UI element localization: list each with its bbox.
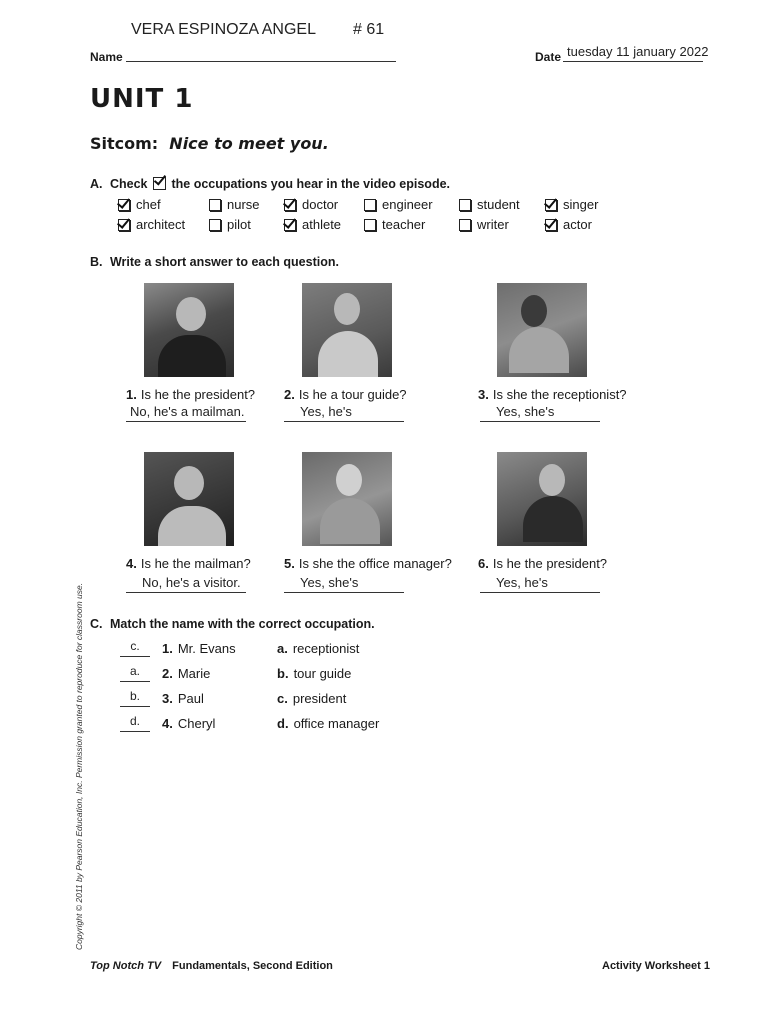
checkbox[interactable] [284, 199, 296, 211]
match-occupation-letter: c. [277, 691, 288, 706]
checkbox[interactable] [364, 219, 376, 231]
occupation-label: chef [136, 197, 161, 212]
check-mark-icon [153, 177, 166, 190]
answer-field-1[interactable] [126, 403, 246, 422]
match-occupation-letter: a. [277, 641, 288, 656]
match-occupation-letter: d. [277, 716, 289, 731]
student-name: VERA ESPINOZA ANGEL [131, 21, 316, 38]
photo-6 [497, 452, 587, 546]
question-number: 5. [284, 556, 295, 571]
match-answer-text: b. [129, 689, 140, 703]
section-c-heading [90, 617, 375, 631]
match-occupation-text: receptionist [292, 641, 360, 656]
date-label: Date [535, 50, 562, 64]
occupation-option[interactable] [364, 217, 425, 232]
checkbox[interactable] [284, 219, 296, 231]
question-4 [126, 556, 251, 571]
occupation-label: architect [136, 217, 186, 232]
section-a-heading [90, 177, 450, 191]
match-name-text: Marie [177, 666, 211, 681]
occupation-option[interactable] [209, 217, 251, 232]
match-answer-4[interactable] [120, 713, 150, 732]
section-c-instruction: Match the name with the correct occupation. [109, 617, 375, 631]
match-occupation-3 [277, 691, 346, 706]
match-name-text: Mr. Evans [177, 641, 236, 656]
match-occupation-letter: b. [277, 666, 289, 681]
section-a-letter: A. [90, 177, 103, 191]
checkbox[interactable] [118, 199, 130, 211]
question-number: 4. [126, 556, 137, 571]
occupation-label: teacher [382, 217, 426, 232]
match-name-3 [162, 691, 204, 706]
answer-text: Yes, she's [496, 404, 555, 419]
match-answer-1[interactable] [120, 638, 150, 657]
occupation-option[interactable] [545, 217, 592, 232]
question-6 [478, 556, 607, 571]
section-a-instruction-pre: Check [109, 177, 148, 191]
question-text: Is she the receptionist? [492, 387, 627, 402]
question-text: Is he the mailman? [140, 556, 251, 571]
answer-text: Yes, he's [496, 575, 548, 590]
occupation-option[interactable] [209, 197, 260, 212]
match-name-text: Cheryl [177, 716, 216, 731]
checkbox[interactable] [209, 199, 221, 211]
match-answer-3[interactable] [120, 688, 150, 707]
photo-5 [302, 452, 392, 546]
occupation-option[interactable] [545, 197, 598, 212]
answer-field-5[interactable] [284, 574, 404, 593]
section-c-letter: C. [90, 617, 103, 631]
question-number: 1. [126, 387, 137, 402]
match-name-1 [162, 641, 236, 656]
student-number: # 61 [353, 21, 385, 38]
date-value: tuesday 11 january 2022 [567, 44, 709, 59]
match-answer-text: a. [129, 664, 140, 678]
sitcom-heading [90, 134, 329, 153]
match-answer-text: c. [130, 639, 140, 653]
copyright-notice: Copyright © 2011 by Pearson Education, Inc. Permission granted to reproduce for classroom use. [74, 582, 84, 950]
match-answer-2[interactable] [120, 663, 150, 682]
match-occupation-text: office manager [293, 716, 380, 731]
question-3 [478, 387, 627, 402]
section-b-heading [90, 255, 339, 269]
checkbox[interactable] [209, 219, 221, 231]
answer-text: Yes, he's [300, 404, 352, 419]
match-name-number: 3. [162, 691, 173, 706]
date-line[interactable] [563, 61, 703, 62]
footer-series: Top Notch TV [90, 960, 162, 972]
occupation-option[interactable] [284, 197, 338, 212]
question-5 [284, 556, 452, 571]
question-2 [284, 387, 407, 402]
photo-2 [302, 283, 392, 377]
question-number: 3. [478, 387, 489, 402]
match-answer-text: d. [129, 714, 140, 728]
question-text: Is she the office manager? [298, 556, 452, 571]
checkbox[interactable] [545, 219, 557, 231]
unit-title: UNIT 1 [90, 84, 194, 114]
answer-text: No, he's a visitor. [142, 575, 241, 590]
question-text: Is he the president? [492, 556, 608, 571]
name-label: Name [90, 50, 123, 64]
photo-4 [144, 452, 234, 546]
occupation-label: writer [477, 217, 509, 232]
match-name-number: 4. [162, 716, 173, 731]
question-text: Is he a tour guide? [298, 387, 407, 402]
section-b-instruction: Write a short answer to each question. [109, 255, 339, 269]
checkbox[interactable] [459, 199, 471, 211]
checkbox[interactable] [459, 219, 471, 231]
occupation-option[interactable] [118, 197, 161, 212]
answer-field-2[interactable] [284, 403, 404, 422]
occupation-label: nurse [227, 197, 260, 212]
sitcom-title: Nice to meet you. [169, 134, 329, 153]
occupation-label: actor [563, 217, 592, 232]
checkbox[interactable] [118, 219, 130, 231]
occupation-label: singer [563, 197, 599, 212]
occupation-label: pilot [227, 217, 251, 232]
occupation-label: athlete [302, 217, 342, 232]
footer-worksheet: Activity Worksheet 1 [602, 960, 711, 972]
checkbox[interactable] [545, 199, 557, 211]
question-text: Is he the president? [140, 387, 256, 402]
name-line[interactable] [126, 61, 396, 62]
occupation-label: student [477, 197, 520, 212]
photo-3 [497, 283, 587, 377]
question-number: 2. [284, 387, 295, 402]
occupation-label: engineer [382, 197, 433, 212]
match-name-number: 1. [162, 641, 173, 656]
answer-field-4[interactable] [126, 574, 246, 593]
footer-edition: Fundamentals, Second Edition [172, 960, 333, 972]
question-number: 6. [478, 556, 489, 571]
match-occupation-2 [277, 666, 351, 681]
match-name-number: 2. [162, 666, 173, 681]
sitcom-label: Sitcom: [90, 134, 159, 153]
answer-text: No, he's a mailman. [130, 404, 245, 419]
match-occupation-text: president [292, 691, 347, 706]
match-name-text: Paul [177, 691, 204, 706]
occupation-option[interactable] [459, 197, 520, 212]
occupation-label: doctor [302, 197, 339, 212]
match-occupation-4 [277, 716, 379, 731]
checkbox[interactable] [364, 199, 376, 211]
footer-left [90, 960, 333, 972]
match-name-4 [162, 716, 215, 731]
occupation-option[interactable] [364, 197, 433, 212]
section-b-letter: B. [90, 255, 103, 269]
match-name-2 [162, 666, 210, 681]
occupation-option[interactable] [459, 217, 509, 232]
photo-1 [144, 283, 234, 377]
occupation-option[interactable] [118, 217, 185, 232]
question-1 [126, 387, 255, 402]
occupation-option[interactable] [284, 217, 341, 232]
answer-field-3[interactable] [480, 403, 600, 422]
section-a-instruction-post: the occupations you hear in the video episode. [171, 177, 451, 191]
answer-text: Yes, she's [300, 575, 359, 590]
answer-field-6[interactable] [480, 574, 600, 593]
match-occupation-text: tour guide [293, 666, 352, 681]
match-occupation-1 [277, 641, 359, 656]
